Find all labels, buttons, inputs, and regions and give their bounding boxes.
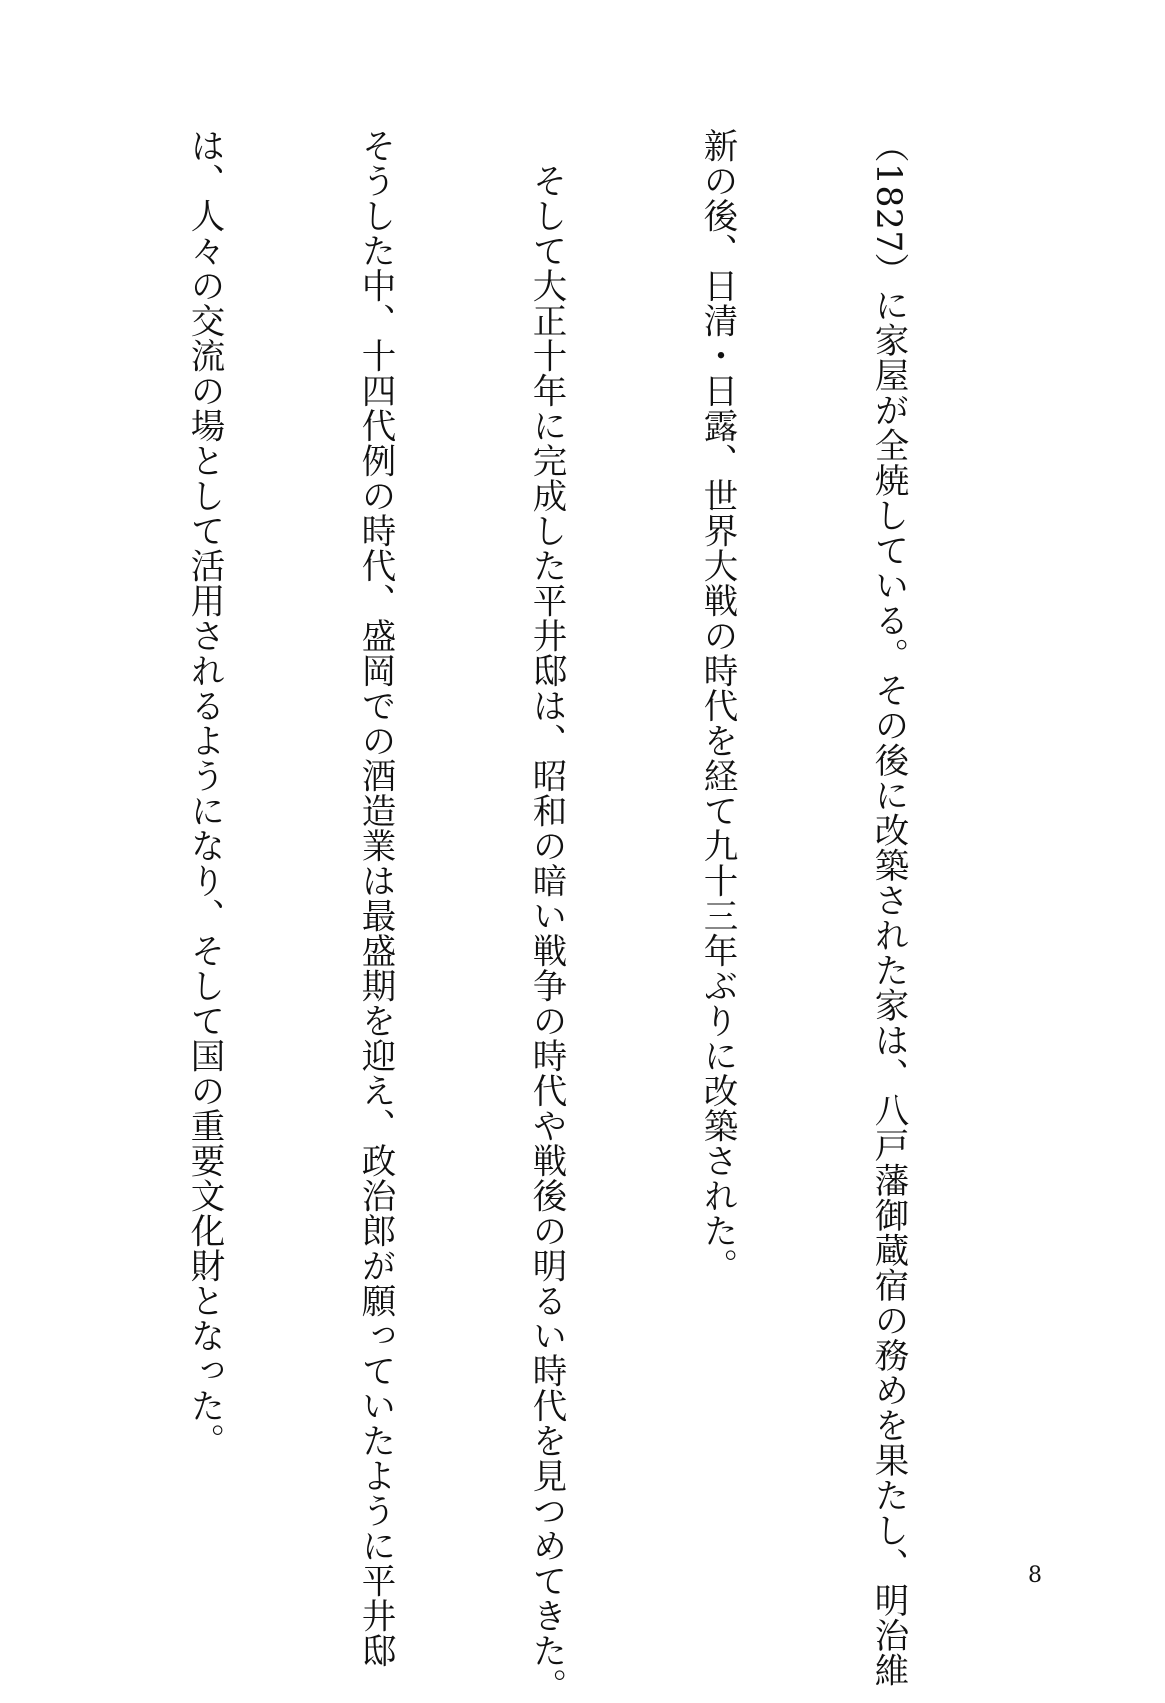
text-line: そして大正十年に完成した平井邸は、昭和の暗い戦争の時代や戦後の明るい時代を見つめてきた。 — [526, 162, 566, 1703]
text-line: （1827）に家屋が全焼している。その後に改築された家は、八戸藩御蔵宿の務めを果たし、明治維 — [868, 128, 908, 1688]
text-line: そうした中、十四代例の時代、盛岡での酒造業は最盛期を迎え、政治郎が願っていたように平井邸 — [355, 128, 395, 1668]
text-line: は、人々の交流の場として活用されるようになり、そして国の重要文化財となった。 — [184, 128, 224, 1458]
text-line: 新の後、日清・日露、世界大戦の時代を経て九十三年ぶりに改築された。 — [697, 128, 737, 1283]
vertical-text-block — [0, 128, 1030, 1703]
page-number: 8 — [1028, 1563, 1042, 1588]
